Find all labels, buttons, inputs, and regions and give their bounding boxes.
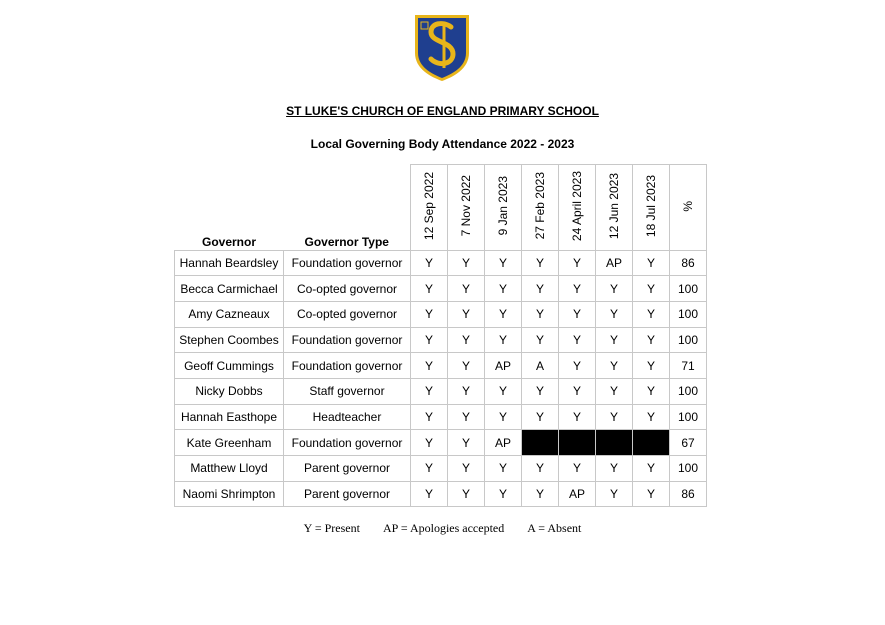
governor-name-cell: Hannah Beardsley: [175, 250, 284, 276]
attendance-mark-cell: Y: [559, 327, 596, 353]
attendance-percent-cell: 100: [670, 327, 707, 353]
attendance-mark-cell: Y: [633, 301, 670, 327]
attendance-mark-cell: Y: [596, 481, 633, 507]
governor-name-cell: Kate Greenham: [175, 430, 284, 456]
attendance-percent-cell: 100: [670, 404, 707, 430]
attendance-mark-cell: Y: [522, 481, 559, 507]
table-row: [175, 430, 707, 456]
governor-type-cell: Co-opted governor: [284, 276, 411, 302]
attendance-mark-cell: Y: [485, 276, 522, 302]
table-row: [175, 378, 707, 404]
table-row: [175, 276, 707, 302]
attendance-percent-cell: 71: [670, 353, 707, 379]
attendance-table: [174, 164, 707, 507]
attendance-mark-cell: Y: [485, 481, 522, 507]
attendance-mark-cell: AP: [485, 430, 522, 456]
attendance-mark-cell: Y: [522, 456, 559, 482]
header-percent: %: [670, 165, 707, 251]
governor-type-cell: Parent governor: [284, 456, 411, 482]
attendance-mark-cell: Y: [448, 378, 485, 404]
attendance-mark-cell: Y: [559, 378, 596, 404]
attendance-mark-cell: Y: [633, 378, 670, 404]
attendance-mark-cell: A: [522, 353, 559, 379]
attendance-mark-cell: Y: [633, 327, 670, 353]
attendance-mark-cell: Y: [633, 456, 670, 482]
governor-type-cell: Foundation governor: [284, 250, 411, 276]
attendance-mark-cell: Y: [596, 456, 633, 482]
attendance-mark-cell: Y: [411, 481, 448, 507]
attendance-mark-cell: Y: [448, 430, 485, 456]
attendance-mark-cell: Y: [485, 301, 522, 327]
attendance-mark-cell: Y: [522, 327, 559, 353]
attendance-mark-cell: Y: [559, 301, 596, 327]
attendance-percent-cell: 67: [670, 430, 707, 456]
attendance-mark-cell: Y: [411, 276, 448, 302]
header-date: 12 Jun 2023: [596, 165, 633, 251]
governor-type-cell: Headteacher: [284, 404, 411, 430]
legend-absent: A = Absent: [527, 521, 582, 535]
table-row: [175, 404, 707, 430]
attendance-mark-cell: Y: [485, 250, 522, 276]
attendance-mark-cell: Y: [633, 404, 670, 430]
attendance-mark-cell: Y: [522, 378, 559, 404]
attendance-mark-cell: Y: [522, 276, 559, 302]
attendance-mark-cell: AP: [485, 353, 522, 379]
attendance-percent-cell: 100: [670, 301, 707, 327]
header-row: [175, 165, 707, 251]
attendance-mark-cell: Y: [485, 327, 522, 353]
table-row: [175, 456, 707, 482]
attendance-mark-cell: AP: [596, 250, 633, 276]
blocked-cell: [559, 430, 596, 456]
attendance-mark-cell: Y: [411, 404, 448, 430]
table-row: [175, 353, 707, 379]
blocked-cell: [633, 430, 670, 456]
header-governor: Governor: [201, 234, 256, 249]
governor-name-cell: Naomi Shrimpton: [175, 481, 284, 507]
attendance-mark-cell: Y: [448, 404, 485, 430]
attendance-mark-cell: Y: [559, 404, 596, 430]
blocked-cell: [522, 430, 559, 456]
header-date: 27 Feb 2023: [522, 165, 559, 251]
table-row: [175, 250, 707, 276]
header-date: 9 Jan 2023: [485, 165, 522, 251]
attendance-mark-cell: Y: [559, 276, 596, 302]
school-crest-logo: [413, 13, 471, 83]
attendance-mark-cell: Y: [596, 276, 633, 302]
attendance-percent-cell: 100: [670, 276, 707, 302]
attendance-mark-cell: Y: [411, 250, 448, 276]
attendance-subtitle: Local Governing Body Attendance 2022 - 2023: [310, 137, 575, 151]
attendance-mark-cell: Y: [522, 404, 559, 430]
table-row: [175, 481, 707, 507]
legend-apologies: AP = Apologies accepted: [382, 521, 505, 535]
governor-name-cell: Geoff Cummings: [175, 353, 284, 379]
attendance-mark-cell: Y: [411, 456, 448, 482]
header-date: 18 Jul 2023: [633, 165, 670, 251]
school-title-text: ST LUKE'S CHURCH OF ENGLAND PRIMARY SCHOOL: [286, 104, 599, 118]
attendance-mark-cell: Y: [596, 327, 633, 353]
attendance-mark-cell: Y: [485, 378, 522, 404]
attendance-percent-cell: 100: [670, 456, 707, 482]
governor-name-cell: Nicky Dobbs: [175, 378, 284, 404]
governor-type-cell: Foundation governor: [284, 353, 411, 379]
attendance-mark-cell: Y: [596, 378, 633, 404]
governor-name-cell: Amy Cazneaux: [175, 301, 284, 327]
attendance-mark-cell: Y: [633, 353, 670, 379]
legend: [0, 521, 885, 536]
attendance-mark-cell: Y: [448, 481, 485, 507]
attendance-mark-cell: Y: [522, 250, 559, 276]
header-governor-type: Governor Type: [304, 234, 389, 249]
attendance-mark-cell: Y: [448, 276, 485, 302]
attendance-mark-cell: Y: [633, 250, 670, 276]
attendance-mark-cell: Y: [448, 456, 485, 482]
attendance-mark-cell: Y: [411, 353, 448, 379]
governor-type-cell: Foundation governor: [284, 430, 411, 456]
header-date: 12 Sep 2022: [411, 165, 448, 251]
table-row: [175, 327, 707, 353]
attendance-mark-cell: Y: [596, 301, 633, 327]
attendance-percent-cell: 100: [670, 378, 707, 404]
attendance-mark-cell: Y: [448, 250, 485, 276]
attendance-mark-cell: Y: [411, 301, 448, 327]
attendance-mark-cell: Y: [485, 456, 522, 482]
attendance-rows: [175, 250, 707, 507]
attendance-mark-cell: Y: [448, 301, 485, 327]
governor-name-cell: Matthew Lloyd: [175, 456, 284, 482]
attendance-mark-cell: Y: [633, 481, 670, 507]
attendance-mark-cell: Y: [596, 404, 633, 430]
attendance-mark-cell: Y: [411, 430, 448, 456]
attendance-mark-cell: AP: [559, 481, 596, 507]
attendance-mark-cell: Y: [448, 327, 485, 353]
table-row: [175, 301, 707, 327]
attendance-mark-cell: Y: [633, 276, 670, 302]
attendance-percent-cell: 86: [670, 481, 707, 507]
attendance-mark-cell: Y: [559, 456, 596, 482]
attendance-mark-cell: Y: [559, 353, 596, 379]
attendance-mark-cell: Y: [485, 404, 522, 430]
blocked-cell: [596, 430, 633, 456]
governor-type-cell: Foundation governor: [284, 327, 411, 353]
attendance-mark-cell: Y: [522, 301, 559, 327]
governor-name-cell: Stephen Coombes: [175, 327, 284, 353]
legend-present: Y = Present: [303, 521, 360, 535]
attendance-percent-cell: 86: [670, 250, 707, 276]
attendance-mark-cell: Y: [448, 353, 485, 379]
header-date: 7 Nov 2022: [448, 165, 485, 251]
attendance-mark-cell: Y: [411, 327, 448, 353]
school-title: [0, 104, 885, 118]
governor-type-cell: Co-opted governor: [284, 301, 411, 327]
governor-type-cell: Staff governor: [284, 378, 411, 404]
governor-name-cell: Becca Carmichael: [175, 276, 284, 302]
governor-name-cell: Hannah Easthope: [175, 404, 284, 430]
governor-type-cell: Parent governor: [284, 481, 411, 507]
header-date: 24 April 2023: [559, 165, 596, 251]
attendance-mark-cell: Y: [559, 250, 596, 276]
attendance-mark-cell: Y: [411, 378, 448, 404]
attendance-mark-cell: Y: [596, 353, 633, 379]
